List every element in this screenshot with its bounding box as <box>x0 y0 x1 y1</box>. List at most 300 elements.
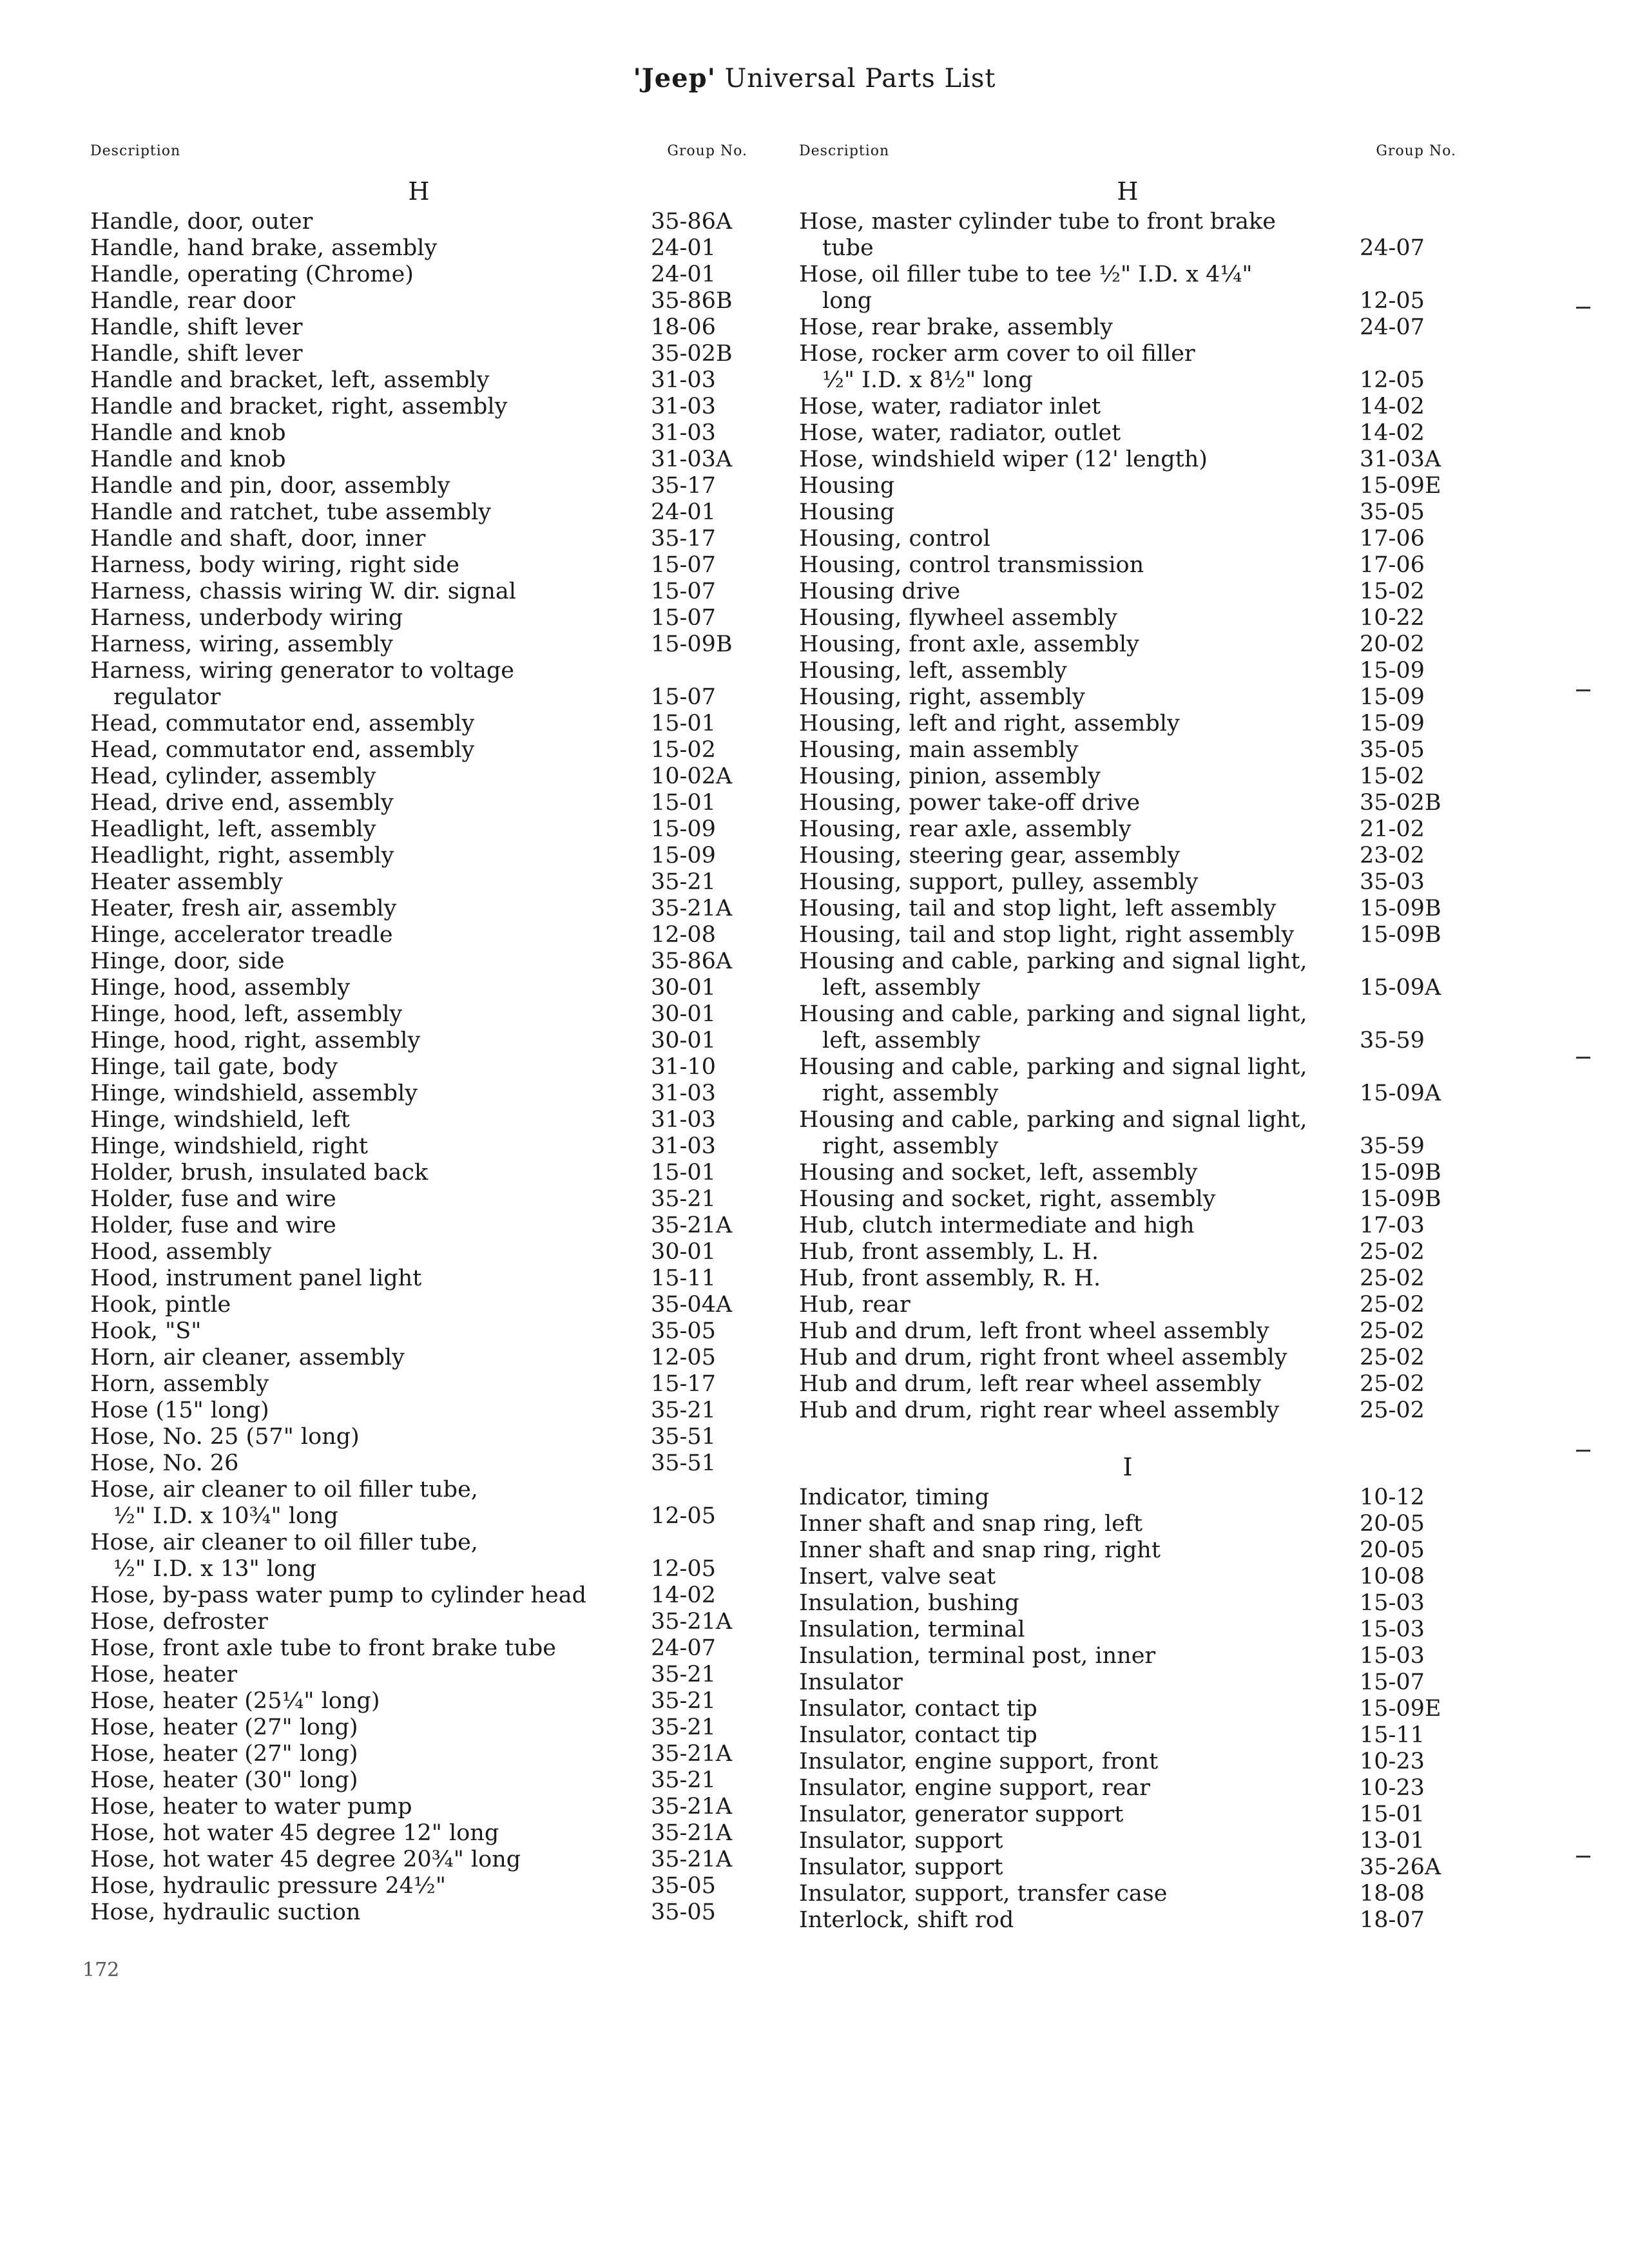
part-description: Hose, air cleaner to oil filler tube, <box>90 1477 478 1503</box>
parts-entry <box>90 869 747 896</box>
parts-entry <box>799 1669 1456 1696</box>
parts-entry <box>90 1741 747 1767</box>
parts-entry <box>799 209 1456 262</box>
parts-entry <box>90 1318 747 1345</box>
parts-entry <box>90 1688 747 1715</box>
part-description: Hose, heater (27" long) <box>90 1741 358 1767</box>
parts-entry <box>799 1511 1456 1537</box>
parts-entry <box>799 1537 1456 1564</box>
part-description: Hub, clutch intermediate and high <box>799 1213 1195 1238</box>
group-number: 18-07 <box>1360 1907 1425 1933</box>
part-description: Housing, left, assembly <box>799 658 1067 684</box>
part-description: Hose, air cleaner to oil filler tube, <box>90 1530 478 1555</box>
group-number: 15-09B <box>1360 922 1441 948</box>
parts-entry <box>799 1696 1456 1722</box>
parts-entry <box>90 579 747 605</box>
margin-mark <box>1576 689 1590 691</box>
parts-entry <box>90 420 747 447</box>
part-description: Housing and socket, right, assembly <box>799 1186 1216 1212</box>
group-number: 15-01 <box>651 711 716 736</box>
part-description: Holder, fuse and wire <box>90 1213 336 1238</box>
part-description: Harness, body wiring, right side <box>90 552 459 578</box>
parts-entry <box>799 816 1456 843</box>
parts-entry <box>90 1398 747 1424</box>
part-description: Hose, windshield wiper (12' length) <box>799 447 1208 472</box>
parts-entry <box>90 552 747 579</box>
parts-entry <box>90 1292 747 1318</box>
group-number: 20-05 <box>1360 1537 1425 1563</box>
group-number: 10-08 <box>1360 1564 1425 1590</box>
part-description: Hose, oil filler tube to tee ½" I.D. x 4¼" <box>799 262 1253 287</box>
group-number: 14-02 <box>1360 394 1425 419</box>
group-number: 15-07 <box>651 579 716 604</box>
parts-entry <box>799 1054 1456 1107</box>
group-number: 15-11 <box>651 1265 716 1291</box>
part-description-continued: ½" I.D. x 13" long <box>113 1556 316 1582</box>
group-number: 35-03 <box>1360 869 1425 895</box>
group-number: 35-59 <box>1360 1133 1425 1159</box>
description-column-label: Description <box>799 143 890 159</box>
part-description: Handle and pin, door, assembly <box>90 473 450 499</box>
part-description: Hose, water, radiator inlet <box>799 394 1101 419</box>
part-description: Hood, assembly <box>90 1239 272 1265</box>
parts-entry <box>90 1081 747 1107</box>
parts-entry <box>90 209 747 235</box>
group-number: 24-07 <box>1360 235 1425 261</box>
part-description: Housing, power take-off drive <box>799 790 1141 816</box>
parts-entry <box>799 1292 1456 1318</box>
group-number: 10-23 <box>1360 1775 1425 1801</box>
group-number: 31-10 <box>651 1054 716 1080</box>
right-entry-list-i <box>799 1485 1456 1934</box>
parts-entry <box>90 658 747 711</box>
group-number: 31-03 <box>651 394 716 419</box>
part-description: Housing and cable, parking and signal light, <box>799 1054 1307 1080</box>
parts-entry <box>799 737 1456 764</box>
parts-entry <box>90 235 747 262</box>
group-number: 31-03 <box>651 367 716 393</box>
group-number: 30-01 <box>651 1001 716 1027</box>
parts-entry <box>799 896 1456 922</box>
part-description: Housing drive <box>799 579 961 604</box>
part-description: Hub and drum, right front wheel assembly <box>799 1345 1287 1370</box>
group-number: 12-05 <box>651 1345 716 1370</box>
group-number: 10-12 <box>1360 1485 1425 1510</box>
parts-entry <box>90 1001 747 1028</box>
group-number: 10-02A <box>651 764 733 789</box>
group-number: 35-21A <box>651 1847 733 1872</box>
parts-entry <box>799 1213 1456 1239</box>
group-number: 15-09E <box>1360 1696 1441 1722</box>
part-description: Housing, tail and stop light, right assembly <box>799 922 1295 948</box>
parts-entry <box>799 1485 1456 1511</box>
group-number: 31-03 <box>651 1081 716 1106</box>
group-number: 24-07 <box>1360 314 1425 340</box>
part-description: Head, commutator end, assembly <box>90 737 475 763</box>
part-description: Hose, heater (30" long) <box>90 1767 358 1793</box>
parts-entry <box>90 1239 747 1265</box>
group-number: 30-01 <box>651 1239 716 1265</box>
part-description: Handle and bracket, right, assembly <box>90 394 508 419</box>
group-number: 21-02 <box>1360 816 1425 842</box>
part-description: Insulation, terminal <box>799 1617 1025 1642</box>
parts-entry <box>799 1643 1456 1669</box>
parts-entry <box>90 1265 747 1292</box>
part-description: Holder, brush, insulated back <box>90 1160 429 1186</box>
parts-entry <box>90 1530 747 1582</box>
part-description: Housing, steering gear, assembly <box>799 843 1181 869</box>
page-title <box>0 63 1629 93</box>
left-column-header <box>90 143 747 174</box>
group-column-label: Group No. <box>1376 143 1456 159</box>
parts-entry <box>799 869 1456 896</box>
right-entry-list-h <box>799 209 1456 1424</box>
parts-entry <box>799 1564 1456 1590</box>
group-number: 25-02 <box>1360 1292 1425 1318</box>
group-number: 35-21A <box>651 1741 733 1767</box>
group-number: 35-21A <box>651 1794 733 1820</box>
group-number: 10-22 <box>1360 605 1425 631</box>
part-description: Insulator, engine support, front <box>799 1749 1159 1774</box>
description-column-label: Description <box>90 143 181 159</box>
part-description: Handle, shift lever <box>90 314 303 340</box>
group-number: 25-02 <box>1360 1371 1425 1397</box>
parts-entry <box>90 341 747 367</box>
part-description: Hose, No. 25 (57" long) <box>90 1424 360 1450</box>
parts-entry <box>90 1820 747 1847</box>
parts-entry <box>90 1186 747 1213</box>
parts-entry <box>799 1617 1456 1643</box>
part-description: Hinge, accelerator treadle <box>90 922 393 948</box>
part-description: Housing, rear axle, assembly <box>799 816 1132 842</box>
left-column <box>90 143 747 1926</box>
group-number: 18-08 <box>1360 1881 1425 1907</box>
group-number: 15-02 <box>1360 764 1425 789</box>
group-number: 17-06 <box>1360 552 1425 578</box>
part-description: Hinge, windshield, assembly <box>90 1081 418 1106</box>
part-description: Hinge, hood, right, assembly <box>90 1028 421 1053</box>
part-description: Housing, pinion, assembly <box>799 764 1101 789</box>
parts-entry <box>90 896 747 922</box>
part-description: Housing, control <box>799 526 990 552</box>
part-description: Horn, air cleaner, assembly <box>90 1345 405 1370</box>
part-description: Holder, fuse and wire <box>90 1186 336 1212</box>
parts-entry <box>799 1160 1456 1186</box>
part-description: Harness, wiring, assembly <box>90 631 393 657</box>
part-description: Insulator, engine support, rear <box>799 1775 1150 1801</box>
parts-entry <box>90 499 747 526</box>
part-description: Housing, front axle, assembly <box>799 631 1139 657</box>
group-number: 15-09B <box>651 631 733 657</box>
section-letter-h-right: H <box>1117 177 1139 206</box>
parts-entry <box>799 1590 1456 1617</box>
parts-entry <box>799 552 1456 579</box>
group-number: 15-07 <box>1360 1669 1425 1695</box>
group-number: 35-05 <box>651 1873 716 1899</box>
part-description: Hub and drum, left front wheel assembly <box>799 1318 1269 1344</box>
parts-entry <box>799 420 1456 447</box>
part-description: Hood, instrument panel light <box>90 1265 422 1291</box>
parts-entry <box>90 922 747 948</box>
parts-entry <box>90 605 747 631</box>
group-number: 24-01 <box>651 262 716 287</box>
group-number: 30-01 <box>651 975 716 1001</box>
group-number: 35-17 <box>651 473 716 499</box>
group-number: 35-04A <box>651 1292 733 1318</box>
part-description: Horn, assembly <box>90 1371 269 1397</box>
parts-entry <box>799 1107 1456 1160</box>
group-number: 15-09 <box>1360 684 1425 710</box>
part-description: Insulator, contact tip <box>799 1722 1037 1748</box>
group-number: 15-01 <box>651 1160 716 1186</box>
parts-entry <box>90 314 747 341</box>
parts-entry <box>90 1873 747 1899</box>
parts-entry <box>799 843 1456 869</box>
parts-entry <box>90 1635 747 1662</box>
right-column <box>799 143 1456 1934</box>
part-description: Inner shaft and snap ring, left <box>799 1511 1142 1537</box>
margin-mark <box>1576 1450 1590 1452</box>
parts-entry <box>90 631 747 658</box>
parts-entry <box>90 288 747 314</box>
part-description: Hub and drum, left rear wheel assembly <box>799 1371 1262 1397</box>
parts-entry <box>90 1213 747 1239</box>
group-number: 25-02 <box>1360 1398 1425 1423</box>
part-description: Hook, "S" <box>90 1318 202 1344</box>
parts-entry <box>90 1609 747 1635</box>
part-description: Hose, water, radiator, outlet <box>799 420 1121 446</box>
group-number: 25-02 <box>1360 1318 1425 1344</box>
group-number: 35-86B <box>651 288 733 314</box>
parts-entry <box>799 1239 1456 1265</box>
group-number: 25-02 <box>1360 1239 1425 1265</box>
parts-entry <box>799 1318 1456 1345</box>
part-description: Housing, flywheel assembly <box>799 605 1117 631</box>
group-number: 15-09B <box>1360 896 1441 921</box>
group-number: 20-02 <box>1360 631 1425 657</box>
part-description: Hook, pintle <box>90 1292 231 1318</box>
group-number: 12-05 <box>1360 367 1425 393</box>
group-number: 15-03 <box>1360 1617 1425 1642</box>
part-description: Hose, master cylinder tube to front brake <box>799 209 1276 235</box>
part-description: Handle, operating (Chrome) <box>90 262 414 287</box>
parts-entry <box>799 948 1456 1001</box>
parts-entry <box>799 631 1456 658</box>
parts-entry <box>90 1794 747 1820</box>
part-description: Insulator <box>799 1669 903 1695</box>
section-letter-h-left: H <box>408 177 430 206</box>
parts-entry <box>90 790 747 816</box>
part-description: Handle and shaft, door, inner <box>90 526 426 552</box>
part-description: Housing and cable, parking and signal light, <box>799 1001 1307 1027</box>
part-description: Handle, door, outer <box>90 209 313 235</box>
part-description: Head, commutator end, assembly <box>90 711 475 736</box>
group-number: 31-03 <box>651 1107 716 1133</box>
parts-entry <box>799 473 1456 499</box>
part-description: Hose, No. 26 <box>90 1450 239 1476</box>
title-text: Universal Parts List <box>724 64 996 93</box>
group-number: 15-03 <box>1360 1590 1425 1616</box>
margin-mark <box>1576 1856 1590 1858</box>
group-number: 31-03 <box>651 420 716 446</box>
group-number: 17-03 <box>1360 1213 1425 1238</box>
part-description: Housing, support, pulley, assembly <box>799 869 1199 895</box>
parts-entry <box>799 394 1456 420</box>
part-description: Housing <box>799 499 895 525</box>
parts-entry <box>799 1907 1456 1934</box>
part-description: Hose, by-pass water pump to cylinder head <box>90 1582 587 1608</box>
part-description: Insulator, contact tip <box>799 1696 1037 1722</box>
group-number: 25-02 <box>1360 1345 1425 1370</box>
parts-entry <box>90 1028 747 1054</box>
parts-entry <box>90 1767 747 1794</box>
part-description: Hinge, windshield, right <box>90 1133 368 1159</box>
parts-entry <box>90 737 747 764</box>
group-number: 12-08 <box>651 922 716 948</box>
group-number: 35-51 <box>651 1424 716 1450</box>
part-description: Handle and ratchet, tube assembly <box>90 499 492 525</box>
part-description: Handle and knob <box>90 420 286 446</box>
group-number: 35-05 <box>651 1899 716 1925</box>
group-number: 35-21A <box>651 1820 733 1846</box>
parts-entry <box>90 711 747 737</box>
group-number: 10-23 <box>1360 1749 1425 1774</box>
part-description: Hose, rocker arm cover to oil filler <box>799 341 1195 367</box>
parts-entry <box>90 1133 747 1160</box>
brand-name: 'Jeep' <box>633 63 716 93</box>
group-number: 15-09 <box>651 816 716 842</box>
part-description: Hub, rear <box>799 1292 911 1318</box>
parts-entry <box>90 394 747 420</box>
parts-entry <box>799 314 1456 341</box>
group-number: 35-05 <box>651 1318 716 1344</box>
parts-entry <box>90 1582 747 1609</box>
part-description: Housing, right, assembly <box>799 684 1085 710</box>
group-number: 24-01 <box>651 499 716 525</box>
parts-entry <box>90 948 747 975</box>
part-description: Hinge, windshield, left <box>90 1107 350 1133</box>
part-description: Handle, rear door <box>90 288 295 314</box>
section-letter-i: I <box>1123 1453 1133 1481</box>
part-description: Handle, hand brake, assembly <box>90 235 438 261</box>
group-number: 24-07 <box>651 1635 716 1661</box>
part-description-continued: right, assembly <box>822 1081 999 1106</box>
part-description-continued: ½" I.D. x 10¾" long <box>113 1503 338 1529</box>
group-number: 12-05 <box>651 1503 716 1529</box>
part-description: Headlight, left, assembly <box>90 816 376 842</box>
group-number: 12-05 <box>651 1556 716 1582</box>
group-number: 31-03 <box>651 1133 716 1159</box>
parts-entry <box>799 922 1456 948</box>
part-description: Hub, front assembly, L. H. <box>799 1239 1099 1265</box>
parts-entry <box>90 1424 747 1450</box>
group-number: 35-02B <box>651 341 733 367</box>
group-number: 14-02 <box>1360 420 1425 446</box>
part-description: Hose, heater to water pump <box>90 1794 412 1820</box>
part-description: Hub and drum, right rear wheel assembly <box>799 1398 1280 1423</box>
part-description: Housing and cable, parking and signal light, <box>799 1107 1307 1133</box>
part-description: Heater assembly <box>90 869 283 895</box>
parts-entry <box>90 1054 747 1081</box>
group-number: 35-21 <box>651 1398 716 1423</box>
left-entry-list <box>90 209 747 1926</box>
group-number: 15-17 <box>651 1371 716 1397</box>
parts-entry <box>799 1186 1456 1213</box>
part-description: Insulation, terminal post, inner <box>799 1643 1156 1669</box>
part-description: Hinge, hood, assembly <box>90 975 351 1001</box>
group-number: 15-07 <box>651 552 716 578</box>
parts-entry <box>799 684 1456 711</box>
part-description: Harness, chassis wiring W. dir. signal <box>90 579 516 604</box>
parts-entry <box>90 526 747 552</box>
part-description: Harness, underbody wiring <box>90 605 403 631</box>
part-description: Insulator, generator support <box>799 1802 1124 1827</box>
group-number: 12-05 <box>1360 288 1425 314</box>
part-description-continued: long <box>822 288 872 314</box>
part-description: Indicator, timing <box>799 1485 990 1510</box>
parts-entry <box>90 1899 747 1926</box>
parts-entry <box>799 526 1456 552</box>
part-description: Insulator, support <box>799 1828 1003 1854</box>
part-description: Hose, rear brake, assembly <box>799 314 1113 340</box>
group-number: 35-51 <box>651 1450 716 1476</box>
part-description: Housing and socket, left, assembly <box>799 1160 1198 1186</box>
right-column-header <box>799 143 1456 174</box>
group-number: 15-02 <box>651 737 716 763</box>
part-description: Harness, wiring generator to voltage <box>90 658 515 684</box>
group-number: 15-01 <box>1360 1802 1425 1827</box>
part-description: Hose, hot water 45 degree 12" long <box>90 1820 499 1846</box>
parts-entry <box>90 1107 747 1133</box>
parts-entry <box>799 1828 1456 1854</box>
group-number: 31-03A <box>1360 447 1441 472</box>
parts-entry <box>799 1371 1456 1398</box>
group-number: 17-06 <box>1360 526 1425 552</box>
part-description: Head, drive end, assembly <box>90 790 394 816</box>
group-number: 31-03A <box>651 447 733 472</box>
part-description-continued: tube <box>822 235 874 261</box>
parts-entry <box>799 1749 1456 1775</box>
parts-entry <box>90 975 747 1001</box>
parts-entry <box>799 1775 1456 1802</box>
group-number: 23-02 <box>1360 843 1425 869</box>
group-number: 35-21 <box>651 1715 716 1740</box>
group-number: 14-02 <box>651 1582 716 1608</box>
part-description: Hinge, door, side <box>90 948 285 974</box>
parts-entry <box>799 1001 1456 1054</box>
group-number: 20-05 <box>1360 1511 1425 1537</box>
part-description-continued: right, assembly <box>822 1133 999 1159</box>
part-description: Hinge, hood, left, assembly <box>90 1001 403 1027</box>
group-number: 15-09E <box>1360 473 1441 499</box>
part-description: Insulator, support, transfer case <box>799 1881 1168 1907</box>
parts-entry <box>799 605 1456 631</box>
part-description: Inner shaft and snap ring, right <box>799 1537 1161 1563</box>
part-description-continued: left, assembly <box>822 1028 981 1053</box>
group-number: 30-01 <box>651 1028 716 1053</box>
group-number: 35-21 <box>651 1186 716 1212</box>
parts-entry <box>90 447 747 473</box>
part-description: Housing, main assembly <box>799 737 1079 763</box>
group-number: 35-21A <box>651 896 733 921</box>
group-number: 35-02B <box>1360 790 1441 816</box>
parts-entry <box>90 764 747 790</box>
part-description: Heater, fresh air, assembly <box>90 896 397 921</box>
part-description: Housing, control transmission <box>799 552 1144 578</box>
parts-entry <box>799 1265 1456 1292</box>
part-description: Housing, left and right, assembly <box>799 711 1180 736</box>
parts-entry <box>90 1477 747 1530</box>
